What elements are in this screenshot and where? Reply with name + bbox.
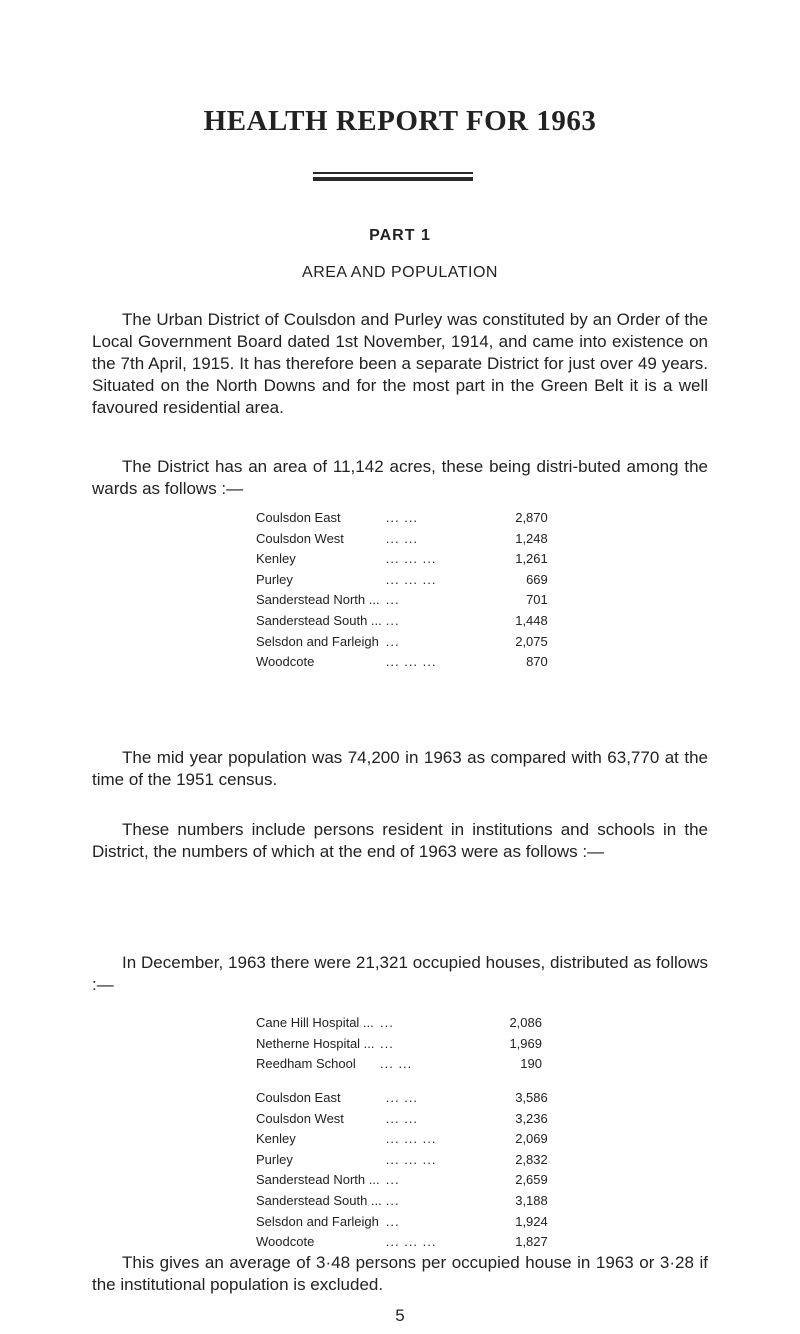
house-count: 2,659 <box>515 1172 548 1188</box>
ward-name: Coulsdon East <box>256 510 341 525</box>
table-row <box>256 1170 548 1191</box>
paragraph-average-occupancy: This gives an average of 3·48 persons per occupied house in 1963 or 3·28 if the institutional population is excluded. <box>92 1253 708 1294</box>
page-title: HEALTH REPORT FOR 1963 <box>203 105 597 137</box>
house-count: 3,586 <box>515 1090 548 1105</box>
paragraph-occupied-houses: In December, 1963 there were 21,321 occupied houses, distributed as follows :— <box>92 953 708 994</box>
institutions-table <box>256 1013 542 1075</box>
ward-name: Coulsdon East <box>256 1090 341 1105</box>
leader-dots: ... <box>380 1015 394 1030</box>
title-rule-thin <box>313 172 473 174</box>
table-row <box>256 1088 548 1109</box>
table-row <box>256 508 548 529</box>
table-row <box>256 611 548 632</box>
table-row <box>256 1212 548 1233</box>
table-row <box>256 1034 542 1055</box>
institution-count: 2,086 <box>509 1015 542 1030</box>
leader-dots: ... <box>385 633 400 649</box>
leader-dots: ... <box>385 592 400 608</box>
institution-count: 190 <box>520 1056 542 1072</box>
table-row <box>256 590 548 611</box>
ward-name: Coulsdon West <box>256 1110 344 1126</box>
ward-name: Sanderstead North ... <box>256 1172 380 1188</box>
table-row <box>256 529 548 550</box>
ward-acres: 870 <box>526 654 548 670</box>
table-row <box>256 1150 548 1171</box>
leader-dots: ... ... ... <box>385 1131 437 1147</box>
leader-dots: ... ... <box>385 1090 419 1105</box>
leader-dots: ... <box>380 1035 394 1051</box>
ward-name: Kenley <box>256 551 296 567</box>
leader-dots: ... ... <box>385 510 419 525</box>
ward-name: Selsdon and Farleigh <box>256 633 379 649</box>
ward-name: Woodcote <box>256 654 315 670</box>
leader-dots: ... ... ... <box>385 571 437 587</box>
table-row <box>256 549 548 570</box>
ward-name: Sanderstead South ... <box>256 612 382 628</box>
ward-name: Woodcote <box>256 1234 315 1250</box>
leader-dots: ... <box>385 612 400 628</box>
house-count: 2,832 <box>515 1151 548 1167</box>
table-row <box>256 1013 542 1034</box>
paragraph-district-area: The District has an area of 11,142 acres, these being distri-buted among the wards as follows :— <box>92 457 708 498</box>
ward-acres: 701 <box>526 592 548 608</box>
title-rule-thick <box>313 177 473 181</box>
house-count: 1,924 <box>515 1213 548 1229</box>
paragraph-institutions: These numbers include persons resident in institutions and schools in the District, the numbers of which at the end of 1963 were as follows :— <box>92 820 708 861</box>
leader-dots: ... ... <box>385 530 419 546</box>
ward-acres: 1,448 <box>515 612 548 628</box>
leader-dots: ... ... ... <box>385 654 437 670</box>
ward-acres: 2,075 <box>515 633 548 649</box>
leader-dots: ... ... ... <box>385 1234 437 1250</box>
house-count: 3,188 <box>515 1192 548 1208</box>
part-heading: PART 1 <box>369 227 431 244</box>
paragraph-mid-year-population: The mid year population was 74,200 in 1963 as compared with 63,770 at the time of the 1951 census. <box>92 748 708 789</box>
leader-dots: ... <box>385 1213 400 1229</box>
table-row <box>256 570 548 591</box>
house-count: 3,236 <box>515 1110 548 1126</box>
ward-name: Sanderstead South ... <box>256 1192 382 1208</box>
table-row <box>256 632 548 653</box>
leader-dots: ... ... <box>385 1110 419 1126</box>
page-number: 5 <box>395 1306 405 1325</box>
leader-dots: ... ... <box>380 1056 413 1072</box>
ward-name: Sanderstead North ... <box>256 592 380 608</box>
table-row <box>256 1129 548 1150</box>
house-count: 2,069 <box>515 1131 548 1147</box>
leader-dots: ... ... ... <box>385 551 437 567</box>
table-row <box>256 1054 542 1075</box>
institution-name: Netherne Hospital ... <box>256 1035 375 1051</box>
table-row <box>256 1109 548 1130</box>
institution-name: Cane Hill Hospital ... <box>256 1015 374 1030</box>
leader-dots: ... <box>385 1192 400 1208</box>
section-heading: AREA AND POPULATION <box>302 264 498 281</box>
table-row <box>256 652 548 673</box>
ward-name: Purley <box>256 571 293 587</box>
ward-name: Kenley <box>256 1131 296 1147</box>
house-count: 1,827 <box>515 1234 548 1250</box>
ward-acres: 1,248 <box>515 530 548 546</box>
occupied-houses-table <box>256 1088 548 1253</box>
ward-acres: 1,261 <box>515 551 548 567</box>
leader-dots: ... ... ... <box>385 1151 437 1167</box>
ward-acres: 669 <box>526 571 548 587</box>
ward-name: Selsdon and Farleigh <box>256 1213 379 1229</box>
leader-dots: ... <box>385 1172 400 1188</box>
institution-count: 1,969 <box>509 1035 542 1051</box>
ward-name: Purley <box>256 1151 293 1167</box>
ward-name: Coulsdon West <box>256 530 344 546</box>
ward-area-table <box>256 508 548 673</box>
table-row <box>256 1191 548 1212</box>
ward-acres: 2,870 <box>515 510 548 525</box>
table-row <box>256 1232 548 1253</box>
institution-name: Reedham School <box>256 1056 356 1072</box>
paragraph-district-history: The Urban District of Coulsdon and Purley was constituted by an Order of the Local Government Board dated 1st November, 1914, and came into existence on the 7th April, 1915. It has therefore been a separate District for just over 49 years. Situated on the North Downs and for the most part in the Green Belt it is a well favoured residential area. <box>92 310 708 417</box>
